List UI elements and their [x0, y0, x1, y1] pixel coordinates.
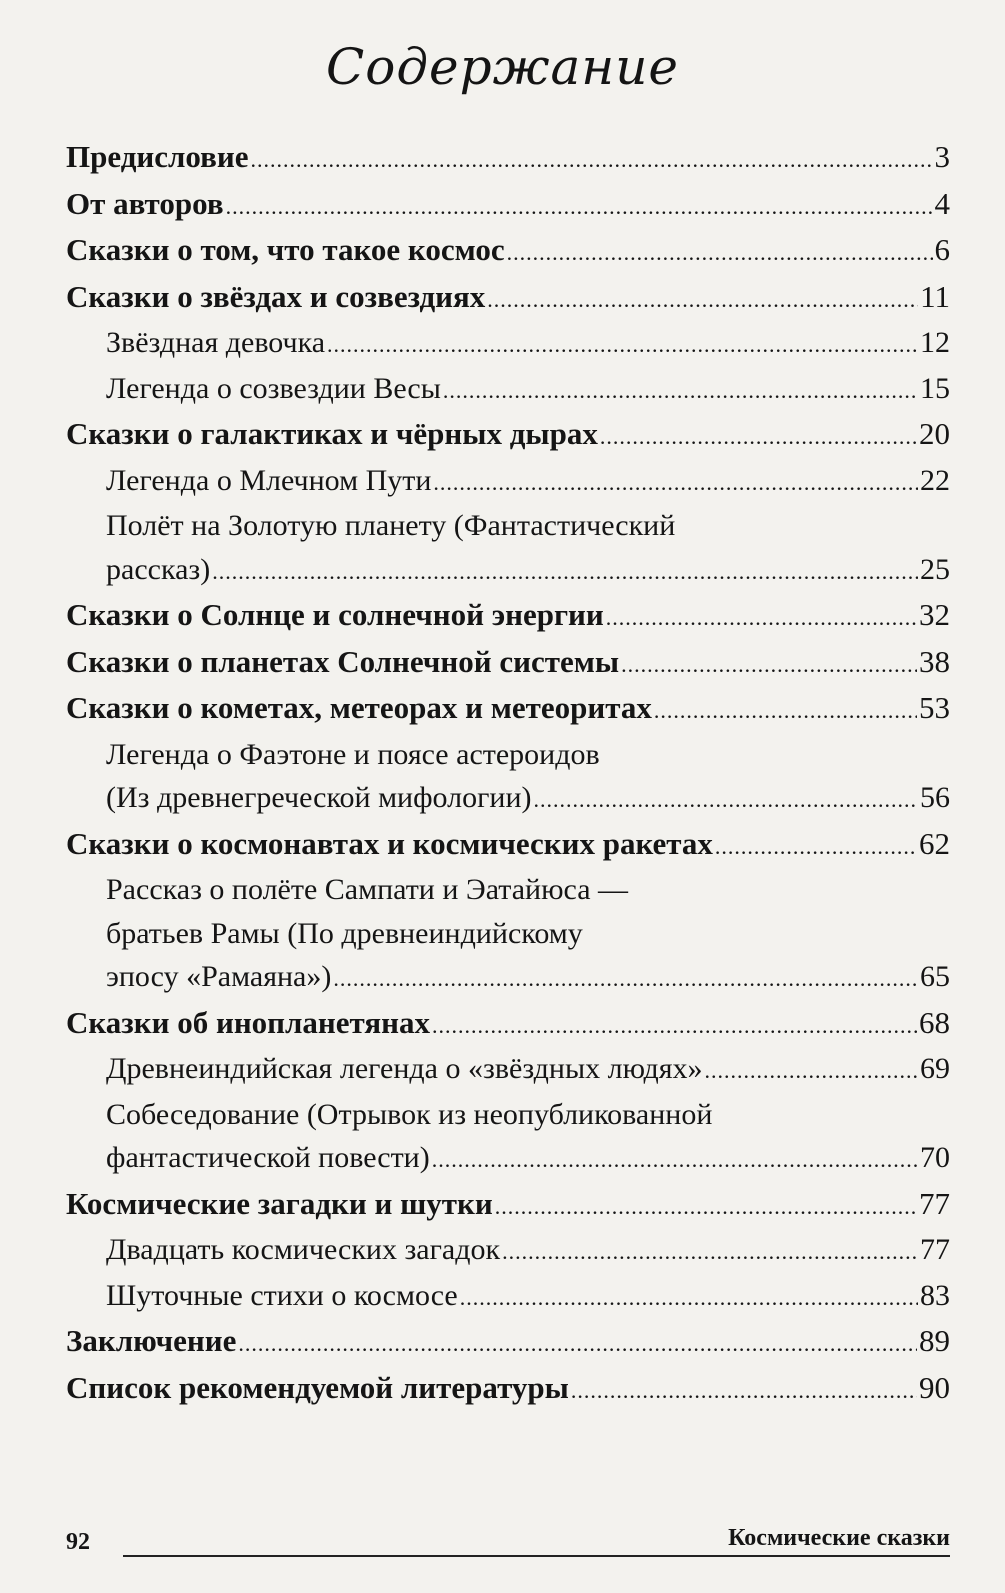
- toc-entry: [66, 686, 950, 733]
- toc-entry-title: Сказки о галактиках и чёрных дырах: [66, 416, 598, 451]
- toc-entry: [66, 1228, 950, 1274]
- toc-entry-title: Заключение: [66, 1323, 237, 1358]
- dot-leader: [507, 231, 933, 275]
- toc-entry-page-number: 15: [920, 371, 950, 405]
- toc-entry: [66, 1366, 950, 1413]
- toc-entry-title: Шуточные стихи о космосе: [106, 1278, 458, 1312]
- toc-entry: [66, 1319, 950, 1366]
- toc-entry: [66, 868, 950, 1001]
- toc-entry-row: [66, 593, 950, 640]
- footer-page-number: 92: [66, 1529, 90, 1555]
- toc-entry-row: [106, 321, 950, 367]
- toc-entry-title: Космические загадки и шутки: [66, 1185, 493, 1221]
- toc-entry-title: Сказки о кометах, метеорах и метеоритах: [66, 690, 652, 725]
- toc-entry-page-number: 65: [920, 960, 950, 993]
- toc-entry-row: [66, 686, 950, 733]
- toc-entry-title: Древнеиндийская легенда о «звёздных людях»: [106, 1052, 703, 1085]
- toc-entry-page-number: 77: [920, 1233, 950, 1266]
- page-title: Содержание: [325, 38, 680, 96]
- dot-leader: [226, 185, 933, 229]
- toc-entry: [66, 640, 950, 687]
- toc-entry-page-number: 20: [919, 416, 950, 451]
- dot-leader: [495, 1185, 917, 1229]
- toc-entry-page-number: 83: [920, 1278, 950, 1312]
- dot-leader: [251, 138, 933, 182]
- toc-entry: [66, 504, 950, 593]
- table-of-contents: [66, 135, 950, 1412]
- dot-leader: [606, 596, 917, 640]
- toc-entry-title-line: Рассказ о полёте Сампати и Эатайюса —: [106, 873, 629, 906]
- toc-entry-row: [106, 1228, 950, 1274]
- page-footer: [0, 1525, 1005, 1565]
- dot-leader: [432, 1138, 918, 1182]
- toc-entry: [66, 1274, 950, 1320]
- dot-leader: [327, 323, 918, 367]
- dot-leader: [487, 278, 918, 322]
- toc-entry-page-number: 22: [920, 463, 950, 497]
- toc-entry-title: Легенда о созвездии Весы: [106, 371, 441, 405]
- toc-entry: [66, 593, 950, 640]
- toc-entry-row: [66, 228, 950, 275]
- toc-entry-title: Сказки о том, что такое космос: [66, 232, 505, 267]
- toc-entry-row: [106, 1274, 950, 1320]
- toc-entry: [66, 1093, 950, 1182]
- toc-entry-page-number: 32: [919, 597, 950, 632]
- toc-entry-row: [66, 182, 950, 229]
- footer-book-title: Космические сказки: [728, 1525, 950, 1551]
- toc-entry: [66, 459, 950, 505]
- toc-entry-title-line: Легенда о Фаэтоне и поясе астероидов: [106, 737, 600, 771]
- toc-entry-row: [106, 459, 950, 505]
- dot-leader: [443, 369, 918, 413]
- toc-entry-page-number: 12: [920, 326, 950, 359]
- toc-entry-title: Сказки о звёздах и созвездиях: [66, 278, 486, 314]
- toc-entry-row: [106, 548, 950, 594]
- toc-entry: [66, 733, 950, 822]
- dot-leader: [433, 461, 918, 505]
- toc-entry-title: Сказки о космонавтах и космических ракетах: [66, 825, 713, 861]
- toc-entry-page-number: 70: [920, 1141, 950, 1174]
- toc-entry-title: эпосу «Рамаяна»): [106, 960, 332, 993]
- toc-entry-row: [106, 776, 950, 822]
- toc-entry: [66, 822, 950, 869]
- toc-entry: [66, 1001, 950, 1048]
- toc-entry-title: Сказки об инопланетянах: [66, 1004, 431, 1040]
- dot-leader: [238, 1322, 917, 1366]
- toc-entry-page-number: 56: [920, 781, 950, 814]
- toc-entry-row: [66, 135, 950, 182]
- dot-leader: [333, 957, 918, 1001]
- toc-entry-row: [66, 1182, 950, 1229]
- toc-entry-title: Звёздная девочка: [106, 326, 326, 359]
- toc-entry-title: Двадцать космических загадок: [106, 1233, 501, 1266]
- toc-entry-title: Сказки о планетах Солнечной системы: [66, 643, 620, 679]
- toc-entry-row: [106, 367, 950, 413]
- toc-entry-row: [106, 955, 950, 1001]
- toc-entry-page-number: 90: [919, 1369, 950, 1405]
- toc-entry-title: Предисловие: [66, 139, 249, 174]
- toc-entry-row: [66, 1319, 950, 1366]
- dot-leader: [705, 1049, 918, 1093]
- dot-leader: [715, 825, 917, 869]
- toc-entry-row: [66, 640, 950, 687]
- toc-entry-row: [66, 412, 950, 459]
- toc-entry: [66, 1182, 950, 1229]
- toc-entry-page-number: 62: [919, 825, 950, 861]
- dot-leader: [534, 778, 918, 822]
- toc-entry: [66, 367, 950, 413]
- toc-entry-page-number: 53: [919, 690, 950, 725]
- toc-entry-row: [66, 1366, 950, 1413]
- toc-entry-page-number: 89: [919, 1323, 950, 1358]
- toc-entry-title-line: братьев Рамы (По древнеиндийскому: [106, 916, 583, 950]
- toc-entry-page-number: 11: [920, 278, 950, 314]
- toc-entry-page-number: 77: [919, 1185, 950, 1221]
- toc-entry: [66, 228, 950, 275]
- toc-entry-row: [66, 822, 950, 869]
- toc-entry-title: фантастической повести): [106, 1141, 430, 1174]
- toc-entry-title: (Из древнегреческой мифологии): [106, 781, 532, 814]
- toc-entry-row: [66, 275, 950, 322]
- toc-entry: [66, 1047, 950, 1093]
- toc-entry-page-number: 38: [919, 643, 950, 679]
- toc-entry-page-number: 4: [934, 185, 950, 221]
- toc-entry: [66, 412, 950, 459]
- toc-entry-title: Сказки о Солнце и солнечной энергии: [66, 597, 604, 632]
- dot-leader: [654, 689, 917, 733]
- toc-entry: [66, 275, 950, 322]
- dot-leader: [502, 1230, 918, 1274]
- dot-leader: [432, 1004, 917, 1048]
- toc-entry-page-number: 3: [934, 139, 950, 174]
- toc-entry-page-number: 25: [920, 552, 950, 586]
- toc-entry-title: Список рекомендуемой литературы: [66, 1369, 569, 1405]
- dot-leader: [600, 415, 917, 459]
- toc-entry-title-line: Собеседование (Отрывок из неопубликованной: [106, 1097, 713, 1131]
- toc-entry: [66, 135, 950, 182]
- toc-entry-page-number: 68: [919, 1004, 950, 1040]
- toc-entry-title: Легенда о Млечном Пути: [106, 463, 432, 497]
- toc-entry-title: рассказ): [106, 552, 211, 586]
- dot-leader: [571, 1369, 917, 1413]
- toc-entry: [66, 321, 950, 367]
- dot-leader: [212, 550, 918, 594]
- toc-entry-page-number: 6: [934, 232, 950, 267]
- toc-entry-title: От авторов: [66, 185, 224, 221]
- toc-entry-page-number: 69: [920, 1052, 950, 1085]
- toc-entry: [66, 182, 950, 229]
- toc-entry-row: [106, 1136, 950, 1182]
- dot-leader: [621, 643, 917, 687]
- toc-entry-title-line: Полёт на Золотую планету (Фантастический: [106, 509, 676, 542]
- dot-leader: [460, 1276, 918, 1320]
- toc-entry-row: [106, 1047, 950, 1093]
- toc-entry-row: [66, 1001, 950, 1048]
- footer-rule: [123, 1555, 950, 1557]
